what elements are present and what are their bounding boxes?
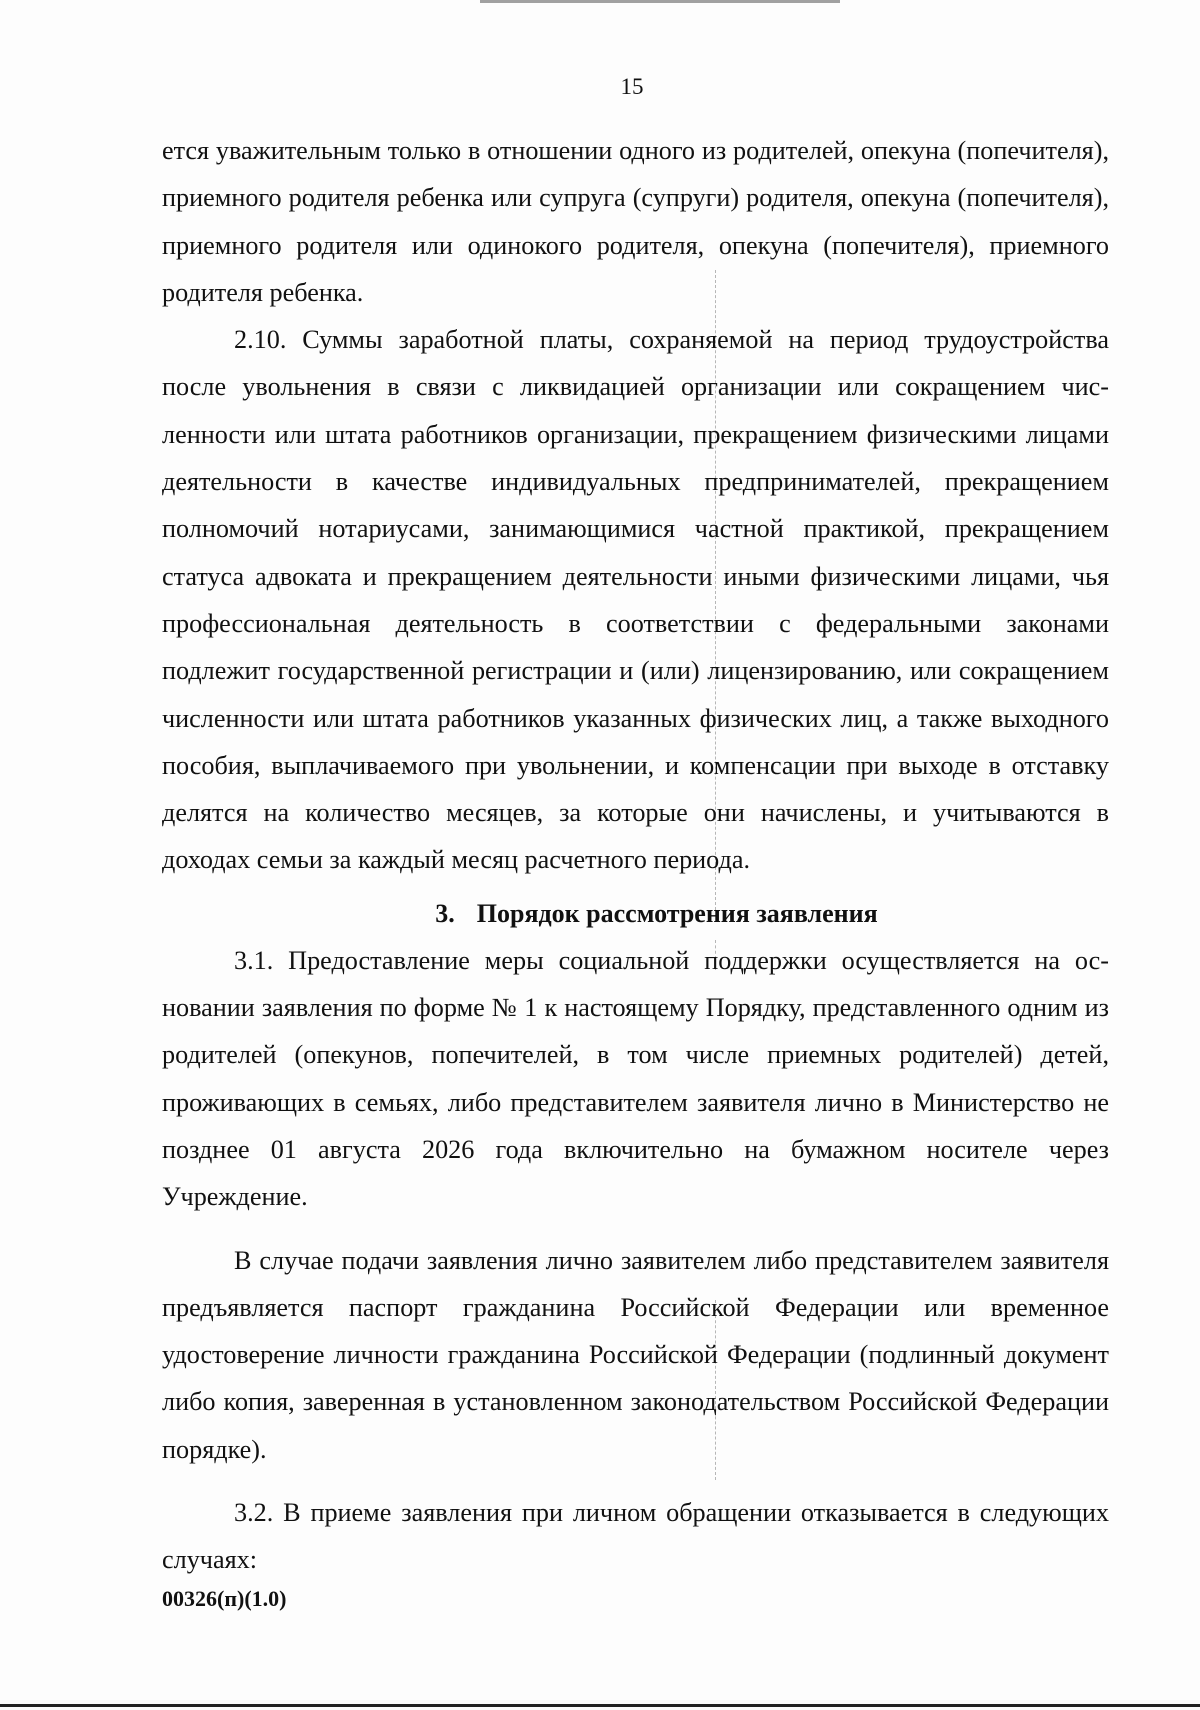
- section-title: Порядок рассмотрения заявления: [476, 898, 878, 928]
- paragraph-2-10: 2.10. Суммы заработной платы, сохраняемой на период трудоустройства после увольнения в связи с ликвидацией организации или сокращением численности или штата работников организации, прекращением физическими лицами деятельности в качестве индивидуальных предпринимателей, прекращением полномочий нотариусами, занимающимися частной практикой, прекращением статуса адвоката и прекращением деятельности иными физическими лицами, чья профессиональная деятельность в соответствии с федеральными законами подлежит государственной регистрации и (или) лицензированию, или сокращением численности или штата работников указанных физических лиц, а также выходного пособия, выплачиваемого при увольнении, и компенсации при выходе в отставку делятся на количество месяцев, за которые они начислены, и учитываются в доходах семьи за каждый месяц расчетного периода.: [162, 325, 1109, 875]
- bottom-edge-rule: [0, 1704, 1200, 1707]
- paragraph-continuation: ется уважительным только в отношении одного из родителей, опекуна (попечителя), приемного родителя ребенка или супруга (супруги) родителя, опекуна (попечителя), приемного родителя или одинокого родителя, опекуна (попечителя), приемного родителя ребенка.: [162, 136, 1109, 307]
- top-edge-rule: [480, 0, 840, 3]
- paragraph-3-1: 3.1. Предоставление меры социальной поддержки осуществляется на основании заявления по форме № 1 к настоящему Порядку, представленного одним из родителей (опекунов, попечителей, в том числе приемных родителей) детей, проживающих в семьях, либо представителем заявителя лично в Министерство не позднее 01 августа 2026 года включительно на бумажном носителе через Учреждение.: [162, 945, 1109, 1212]
- document-code: 00326(п)(1.0): [162, 1586, 287, 1611]
- page-number: 15: [620, 74, 644, 99]
- paragraph-identity-docs: В случае подачи заявления лично заявителем либо представителем заявителя предъявляется паспорт гражданина Российской Федерации или временное удостоверение личности гражданина Российской Федерации (подлинный документ либо копия, заверенная в установленном законодательством Российской Федерации порядке).: [162, 1245, 1109, 1464]
- paragraph-3-2: 3.2. В приеме заявления при личном обращении отказывается в следующих случаях:: [162, 1498, 1109, 1575]
- section-number: 3.: [435, 898, 455, 928]
- document-body: [162, 127, 1109, 1584]
- section-heading: [162, 890, 1109, 937]
